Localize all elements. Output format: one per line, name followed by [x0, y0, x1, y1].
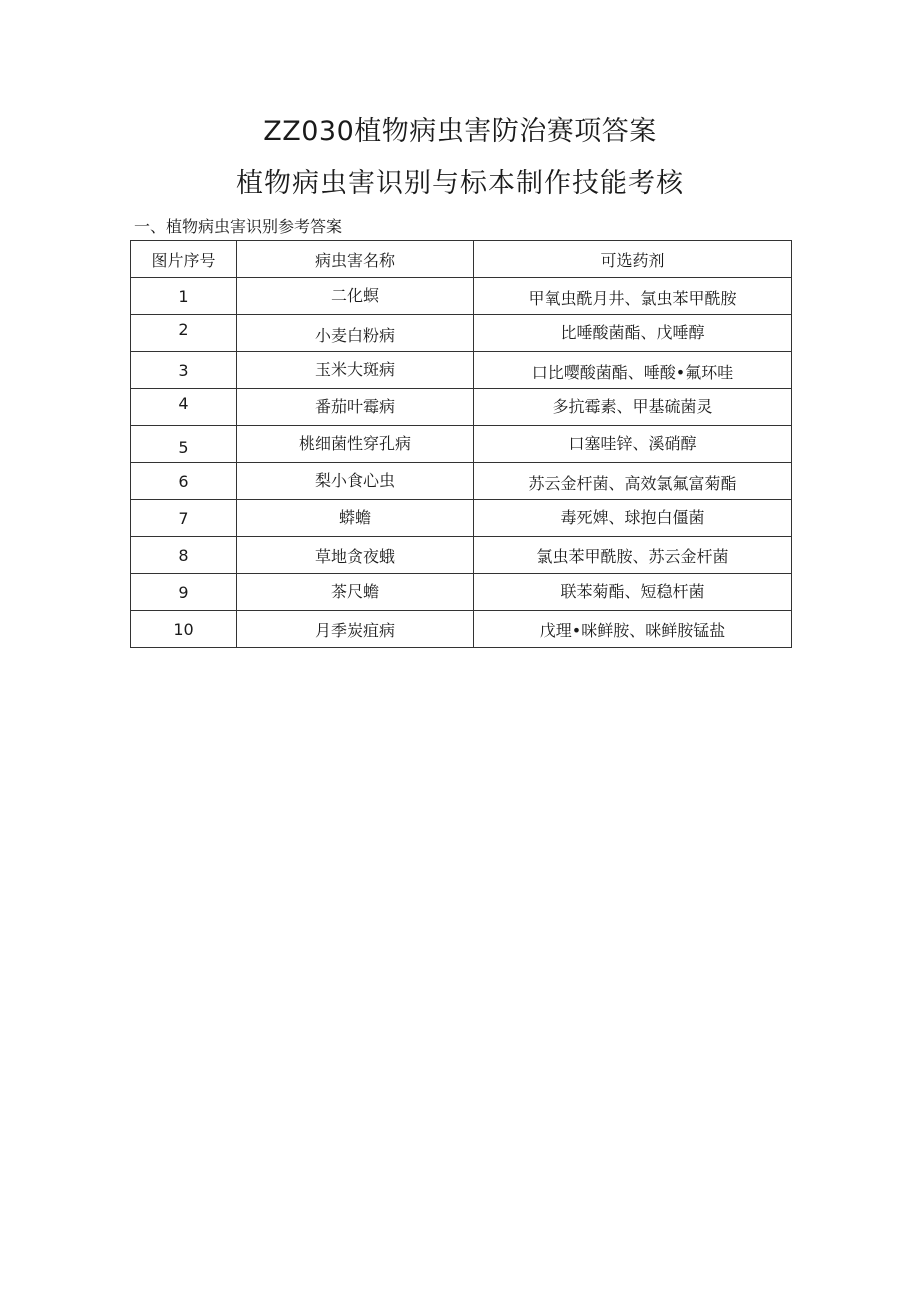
- table-row: [131, 611, 792, 648]
- pest-name-cell: 蟒蟾: [237, 500, 474, 537]
- image-number-cell: 4: [131, 389, 237, 426]
- pest-name-cell: 茶尺蟾: [237, 574, 474, 611]
- pest-name-cell: 小麦白粉病: [237, 315, 474, 352]
- document-subtitle: 植物病虫害识别与标本制作技能考核: [236, 168, 684, 199]
- image-number-cell: 7: [131, 500, 237, 537]
- table-header-row: [131, 241, 792, 278]
- answer-table: [130, 240, 792, 648]
- pesticide-cell: 口塞哇锌、溪硝醇: [474, 426, 792, 463]
- image-number-cell: 8: [131, 537, 237, 574]
- image-number-cell: 5: [131, 426, 237, 463]
- table-row: [131, 574, 792, 611]
- header-pest-name: 病虫害名称: [237, 241, 474, 278]
- pesticide-cell: 联苯菊酯、短稳杆菌: [474, 574, 792, 611]
- pesticide-cell: 氯虫苯甲酰胺、苏云金杆菌: [474, 537, 792, 574]
- table-row: [131, 389, 792, 426]
- pesticide-cell: 戊理•咪鲜胺、咪鲜胺锰盐: [474, 611, 792, 648]
- image-number-cell: 6: [131, 463, 237, 500]
- header-pesticides: 可选药剂: [474, 241, 792, 278]
- table-row: [131, 500, 792, 537]
- pesticide-cell: 比唾酸菌酯、戊唾醇: [474, 315, 792, 352]
- image-number-cell: 1: [131, 278, 237, 315]
- section-heading: 一、植物病虫害识别参考答案: [134, 217, 343, 236]
- table-row: [131, 537, 792, 574]
- table-row: [131, 315, 792, 352]
- image-number-cell: 2: [131, 315, 237, 352]
- image-number-cell: 3: [131, 352, 237, 389]
- pest-name-cell: 草地贪夜蛾: [237, 537, 474, 574]
- pest-name-cell: 梨小食心虫: [237, 463, 474, 500]
- pest-name-cell: 二化螟: [237, 278, 474, 315]
- pesticide-cell: 多抗霉素、甲基硫菌灵: [474, 389, 792, 426]
- pesticide-cell: 毒死婢、球抱白僵菌: [474, 500, 792, 537]
- table-row: [131, 352, 792, 389]
- document-title: ZZ030植物病虫害防治赛项答案: [263, 116, 657, 147]
- pesticide-cell: 口比嘤酸菌酯、唾酸•氟环哇: [474, 352, 792, 389]
- table-row: [131, 278, 792, 315]
- pest-name-cell: 桃细菌性穿孔病: [237, 426, 474, 463]
- table-row: [131, 463, 792, 500]
- image-number-cell: 10: [131, 611, 237, 648]
- header-image-number: 图片序号: [131, 241, 237, 278]
- pesticide-cell: 苏云金杆菌、高效氯氟富菊酯: [474, 463, 792, 500]
- pest-name-cell: 月季炭疽病: [237, 611, 474, 648]
- image-number-cell: 9: [131, 574, 237, 611]
- table-row: [131, 426, 792, 463]
- pesticide-cell: 甲氧虫酰月井、氯虫苯甲酰胺: [474, 278, 792, 315]
- pest-name-cell: 番茄叶霉病: [237, 389, 474, 426]
- pest-name-cell: 玉米大斑病: [237, 352, 474, 389]
